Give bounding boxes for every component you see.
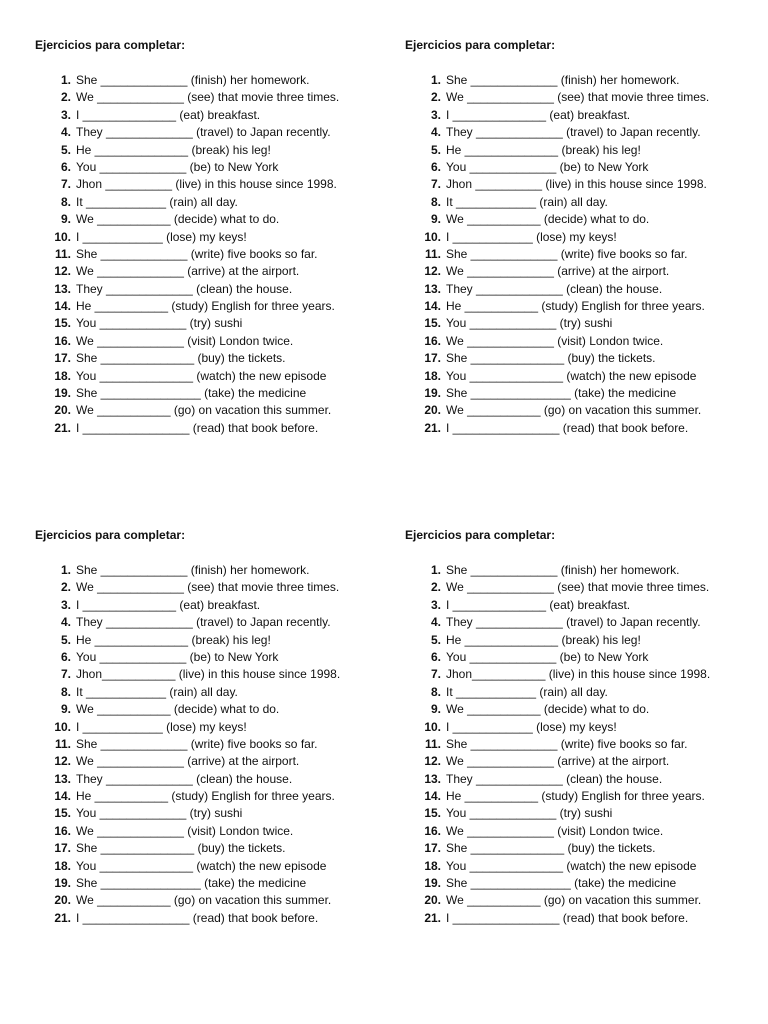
item-sentence: You _____________ (be) to New York [446, 649, 649, 664]
exercise-item [35, 420, 339, 437]
item-number: 7. [60, 667, 71, 682]
item-sentence: He ___________ (study) English for three years. [76, 789, 335, 804]
item-sentence: We _____________ (see) that movie three times. [76, 90, 340, 105]
exercise-item [405, 246, 709, 263]
item-number: 12. [424, 264, 441, 279]
exercise-block-3 [35, 528, 387, 925]
item-sentence: They _____________ (travel) to Japan recently. [76, 615, 331, 630]
item-sentence: She _____________ (write) five books so far. [446, 246, 688, 261]
exercise-item [405, 805, 710, 822]
exercise-item [35, 597, 340, 614]
exercise-item [405, 736, 710, 753]
item-number: 4. [430, 615, 441, 630]
item-number: 21. [54, 910, 71, 925]
item-sentence: We ___________ (go) on vacation this summer. [446, 403, 702, 418]
item-number: 20. [424, 893, 441, 908]
item-number: 15. [424, 806, 441, 821]
item-sentence: She _____________ (finish) her homework. [446, 73, 680, 87]
exercise-list [405, 562, 710, 927]
item-number: 16. [54, 823, 71, 838]
exercise-item [35, 666, 340, 683]
item-number: 5. [60, 632, 71, 647]
block-title: Ejercicios para completar: [405, 528, 556, 542]
item-number: 7. [60, 177, 71, 192]
item-number: 5. [60, 142, 71, 157]
item-number: 12. [54, 264, 71, 279]
item-sentence: I ______________ (eat) breakfast. [76, 107, 261, 122]
item-number: 2. [430, 580, 441, 595]
item-sentence: We ___________ (decide) what to do. [76, 702, 280, 717]
block-title: Ejercicios para completar: [405, 38, 556, 52]
item-sentence: He ___________ (study) English for three years. [446, 789, 705, 804]
exercise-item [35, 281, 339, 298]
item-number: 18. [424, 858, 441, 873]
item-number: 1. [430, 73, 441, 87]
item-number: 4. [60, 125, 71, 140]
item-number: 21. [424, 420, 441, 435]
exercise-item [35, 385, 339, 402]
item-sentence: We _____________ (see) that movie three times. [76, 580, 340, 595]
exercise-item [405, 892, 710, 909]
exercise-item [405, 402, 709, 419]
item-sentence: Jhon __________ (live) in this house since 1998. [446, 177, 707, 192]
item-number: 12. [54, 754, 71, 769]
exercise-item [405, 124, 709, 141]
exercise-list [35, 562, 340, 927]
item-sentence: You ______________ (watch) the new episode [446, 858, 697, 873]
item-number: 5. [430, 632, 441, 647]
exercise-item [35, 736, 340, 753]
item-number: 1. [60, 73, 71, 87]
item-number: 8. [430, 194, 441, 209]
item-sentence: She ______________ (buy) the tickets. [446, 351, 656, 366]
item-number: 16. [424, 823, 441, 838]
exercise-item [405, 298, 709, 315]
exercise-item [35, 579, 340, 596]
item-number: 17. [424, 351, 441, 366]
item-number: 6. [60, 649, 71, 664]
item-sentence: Jhon___________ (live) in this house since 1998. [76, 667, 341, 682]
item-sentence: She _______________ (take) the medicine [446, 876, 677, 891]
item-number: 13. [424, 771, 441, 786]
item-number: 14. [54, 299, 71, 314]
item-number: 17. [424, 841, 441, 856]
exercise-item [35, 649, 340, 666]
item-sentence: She _____________ (finish) her homework. [446, 563, 680, 577]
exercise-item [405, 263, 709, 280]
item-number: 2. [60, 90, 71, 105]
exercise-item [35, 402, 339, 419]
item-sentence: We ___________ (go) on vacation this summer. [76, 893, 332, 908]
item-sentence: He ______________ (break) his leg! [76, 632, 271, 647]
exercise-item [35, 805, 340, 822]
item-number: 14. [424, 789, 441, 804]
item-number: 10. [54, 719, 71, 734]
item-sentence: You ______________ (watch) the new episode [76, 858, 327, 873]
exercise-item [405, 823, 710, 840]
exercise-item [35, 788, 340, 805]
exercise-item [405, 684, 710, 701]
item-sentence: They _____________ (clean) the house. [76, 771, 293, 786]
exercise-item [405, 858, 710, 875]
exercise-item [35, 753, 340, 770]
item-number: 3. [430, 597, 441, 612]
item-number: 19. [54, 386, 71, 401]
item-sentence: She _____________ (finish) her homework. [76, 73, 310, 87]
exercise-item [35, 315, 339, 332]
item-number: 3. [430, 107, 441, 122]
exercise-item [35, 910, 340, 927]
item-sentence: She _____________ (write) five books so far. [76, 736, 318, 751]
item-sentence: I ____________ (lose) my keys! [446, 719, 617, 734]
exercise-item [405, 211, 709, 228]
exercise-item [405, 176, 709, 193]
exercise-item [35, 194, 339, 211]
item-number: 14. [424, 299, 441, 314]
item-number: 17. [54, 351, 71, 366]
item-sentence: I ________________ (read) that book before. [76, 910, 319, 925]
item-sentence: He ______________ (break) his leg! [446, 632, 641, 647]
exercise-item [35, 875, 340, 892]
item-sentence: He ______________ (break) his leg! [446, 142, 641, 157]
exercise-item [405, 385, 709, 402]
item-number: 11. [424, 246, 441, 261]
item-sentence: We _____________ (arrive) at the airport. [446, 264, 670, 279]
item-sentence: It ____________ (rain) all day. [76, 684, 238, 699]
exercise-item [405, 420, 709, 437]
exercise-item [35, 333, 339, 350]
item-number: 6. [430, 159, 441, 174]
item-sentence: We _____________ (arrive) at the airport. [76, 264, 300, 279]
exercise-item [35, 562, 340, 579]
item-sentence: He ___________ (study) English for three years. [446, 299, 705, 314]
item-sentence: They _____________ (travel) to Japan recently. [446, 615, 701, 630]
item-sentence: Jhon___________ (live) in this house since 1998. [446, 667, 711, 682]
exercise-item [35, 719, 340, 736]
item-number: 7. [430, 667, 441, 682]
item-sentence: It ____________ (rain) all day. [446, 194, 608, 209]
item-sentence: We ___________ (go) on vacation this summer. [446, 893, 702, 908]
exercise-item [35, 107, 339, 124]
item-number: 15. [424, 316, 441, 331]
exercise-item [405, 142, 709, 159]
item-sentence: We ___________ (decide) what to do. [446, 702, 650, 717]
item-number: 8. [60, 194, 71, 209]
item-number: 20. [54, 403, 71, 418]
item-number: 19. [424, 386, 441, 401]
item-number: 9. [60, 212, 71, 227]
item-number: 18. [424, 368, 441, 383]
item-sentence: I ____________ (lose) my keys! [446, 229, 617, 244]
item-sentence: I ______________ (eat) breakfast. [446, 597, 631, 612]
item-sentence: We _____________ (visit) London twice. [446, 823, 664, 838]
item-sentence: Jhon __________ (live) in this house since 1998. [76, 177, 337, 192]
item-number: 11. [424, 736, 441, 751]
item-sentence: You _____________ (be) to New York [76, 649, 279, 664]
exercise-item [35, 263, 339, 280]
item-number: 20. [424, 403, 441, 418]
item-sentence: You ______________ (watch) the new episode [446, 368, 697, 383]
item-sentence: They _____________ (travel) to Japan recently. [76, 125, 331, 140]
exercise-item [405, 562, 710, 579]
item-sentence: You _____________ (try) sushi [446, 316, 613, 331]
item-sentence: She _____________ (write) five books so far. [76, 246, 318, 261]
item-sentence: I ____________ (lose) my keys! [76, 719, 247, 734]
item-sentence: We _____________ (visit) London twice. [446, 333, 664, 348]
exercise-item [405, 719, 710, 736]
exercise-item [405, 597, 710, 614]
item-sentence: She _______________ (take) the medicine [446, 386, 677, 401]
item-number: 3. [60, 597, 71, 612]
item-number: 21. [54, 420, 71, 435]
item-number: 17. [54, 841, 71, 856]
item-number: 6. [430, 649, 441, 664]
exercise-item [405, 840, 710, 857]
exercise-item [35, 211, 339, 228]
item-sentence: She _____________ (write) five books so far. [446, 736, 688, 751]
exercise-item [405, 771, 710, 788]
item-number: 14. [54, 789, 71, 804]
item-number: 7. [430, 177, 441, 192]
item-sentence: We _____________ (arrive) at the airport. [76, 754, 300, 769]
exercise-item [35, 246, 339, 263]
item-number: 13. [54, 771, 71, 786]
item-sentence: He ___________ (study) English for three years. [76, 299, 335, 314]
item-sentence: You _____________ (be) to New York [446, 159, 649, 174]
exercise-item [405, 910, 710, 927]
exercise-item [35, 771, 340, 788]
exercise-item [405, 666, 710, 683]
exercise-list [35, 72, 339, 437]
exercise-item [405, 875, 710, 892]
item-sentence: You _____________ (try) sushi [76, 316, 243, 331]
exercise-item [35, 89, 339, 106]
item-sentence: We _____________ (see) that movie three times. [446, 90, 710, 105]
item-number: 2. [430, 90, 441, 105]
exercise-item [35, 823, 340, 840]
item-sentence: She _______________ (take) the medicine [76, 876, 307, 891]
item-number: 9. [430, 702, 441, 717]
item-sentence: We _____________ (see) that movie three times. [446, 580, 710, 595]
item-number: 20. [54, 893, 71, 908]
item-number: 13. [54, 281, 71, 296]
exercise-item [405, 579, 710, 596]
exercise-item [405, 701, 710, 718]
exercise-item [405, 281, 709, 298]
exercise-item [405, 194, 709, 211]
item-sentence: She _____________ (finish) her homework. [76, 563, 310, 577]
exercise-item [35, 858, 340, 875]
exercise-item [35, 684, 340, 701]
item-number: 6. [60, 159, 71, 174]
item-sentence: They _____________ (clean) the house. [446, 771, 663, 786]
exercise-item [35, 368, 339, 385]
item-number: 15. [54, 316, 71, 331]
block-title: Ejercicios para completar: [35, 38, 186, 52]
item-number: 16. [424, 333, 441, 348]
exercise-item [405, 72, 709, 89]
item-sentence: We _____________ (visit) London twice. [76, 823, 294, 838]
exercise-item [35, 701, 340, 718]
item-sentence: We _____________ (arrive) at the airport. [446, 754, 670, 769]
exercise-item [35, 176, 339, 193]
exercise-item [405, 89, 709, 106]
item-number: 11. [54, 736, 71, 751]
item-number: 5. [430, 142, 441, 157]
exercise-item [35, 142, 339, 159]
item-number: 12. [424, 754, 441, 769]
exercise-item [35, 72, 339, 89]
item-sentence: I ________________ (read) that book before. [446, 420, 689, 435]
item-sentence: I ______________ (eat) breakfast. [446, 107, 631, 122]
exercise-block-4 [405, 528, 757, 925]
exercise-item [405, 107, 709, 124]
item-sentence: She _______________ (take) the medicine [76, 386, 307, 401]
item-number: 11. [54, 246, 71, 261]
item-number: 13. [424, 281, 441, 296]
exercise-item [405, 368, 709, 385]
item-number: 4. [430, 125, 441, 140]
exercise-item [405, 315, 709, 332]
item-number: 3. [60, 107, 71, 122]
exercise-block-1 [35, 38, 387, 435]
exercise-item [405, 788, 710, 805]
exercise-block-2 [405, 38, 757, 435]
exercise-item [405, 159, 709, 176]
item-number: 19. [424, 876, 441, 891]
item-number: 18. [54, 368, 71, 383]
exercise-list [405, 72, 709, 437]
exercise-item [405, 632, 710, 649]
exercise-item [405, 614, 710, 631]
exercise-item [405, 753, 710, 770]
item-number: 1. [60, 563, 71, 577]
item-number: 15. [54, 806, 71, 821]
item-sentence: She ______________ (buy) the tickets. [446, 841, 656, 856]
exercise-item [35, 892, 340, 909]
exercise-item [35, 124, 339, 141]
item-number: 18. [54, 858, 71, 873]
item-sentence: I ________________ (read) that book before. [446, 910, 689, 925]
item-sentence: We ___________ (decide) what to do. [446, 212, 650, 227]
exercise-item [35, 632, 340, 649]
item-sentence: They _____________ (travel) to Japan recently. [446, 125, 701, 140]
exercise-item [35, 298, 339, 315]
exercise-item [405, 649, 710, 666]
exercise-item [405, 350, 709, 367]
exercise-item [35, 229, 339, 246]
item-sentence: She ______________ (buy) the tickets. [76, 351, 286, 366]
item-sentence: We ___________ (decide) what to do. [76, 212, 280, 227]
item-sentence: You _____________ (be) to New York [76, 159, 279, 174]
item-number: 9. [60, 702, 71, 717]
item-sentence: You ______________ (watch) the new episode [76, 368, 327, 383]
block-title: Ejercicios para completar: [35, 528, 186, 542]
exercise-item [405, 333, 709, 350]
item-sentence: She ______________ (buy) the tickets. [76, 841, 286, 856]
item-sentence: You _____________ (try) sushi [76, 806, 243, 821]
item-number: 4. [60, 615, 71, 630]
item-number: 10. [424, 229, 441, 244]
item-sentence: We _____________ (visit) London twice. [76, 333, 294, 348]
item-sentence: I ______________ (eat) breakfast. [76, 597, 261, 612]
item-number: 10. [54, 229, 71, 244]
item-number: 1. [430, 563, 441, 577]
item-number: 10. [424, 719, 441, 734]
item-sentence: They _____________ (clean) the house. [76, 281, 293, 296]
item-number: 16. [54, 333, 71, 348]
item-sentence: I ________________ (read) that book before. [76, 420, 319, 435]
item-number: 21. [424, 910, 441, 925]
item-number: 8. [430, 684, 441, 699]
item-number: 19. [54, 876, 71, 891]
item-sentence: You _____________ (try) sushi [446, 806, 613, 821]
exercise-item [35, 159, 339, 176]
exercise-item [35, 840, 340, 857]
exercise-item [35, 614, 340, 631]
item-sentence: We ___________ (go) on vacation this summer. [76, 403, 332, 418]
item-number: 9. [430, 212, 441, 227]
exercise-item [405, 229, 709, 246]
exercise-item [35, 350, 339, 367]
item-sentence: It ____________ (rain) all day. [76, 194, 238, 209]
item-number: 2. [60, 580, 71, 595]
item-sentence: They _____________ (clean) the house. [446, 281, 663, 296]
item-sentence: It ____________ (rain) all day. [446, 684, 608, 699]
item-sentence: I ____________ (lose) my keys! [76, 229, 247, 244]
item-number: 8. [60, 684, 71, 699]
item-sentence: He ______________ (break) his leg! [76, 142, 271, 157]
